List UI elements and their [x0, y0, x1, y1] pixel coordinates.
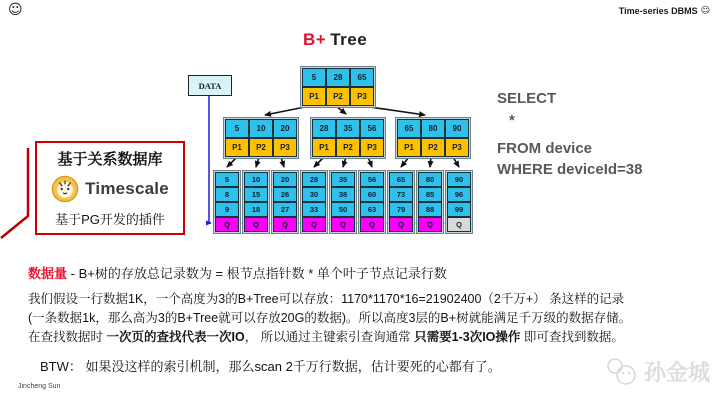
leaf-value-cell: 5	[215, 172, 239, 187]
leaf-value-cell: 80	[418, 172, 442, 187]
leaf-node-2	[271, 170, 299, 234]
leaf-node-7	[416, 170, 444, 234]
tree-pointer-cell: P3	[445, 138, 469, 157]
timescale-box-title: 基于关系数据库	[57, 151, 163, 168]
title-red-part: B+	[303, 30, 327, 49]
tree-pointer-cell: P2	[336, 138, 360, 157]
tree-pointer-cell: P2	[326, 87, 350, 106]
leaf-value-cell: 60	[360, 187, 384, 202]
smiley-icon: ☺	[8, 2, 23, 18]
tree-pointer-cell: P1	[302, 87, 326, 106]
leaf-queue-cell: Q	[244, 217, 268, 232]
tree-key-cell: 28	[312, 119, 336, 138]
red-leader-line	[1, 148, 28, 238]
tiger-logo-icon	[51, 175, 79, 203]
leaf-node-1	[242, 170, 270, 234]
leaf-value-cell: 88	[418, 202, 442, 217]
tree-pointer-cell: P1	[397, 138, 421, 157]
leaf-value-cell: 85	[418, 187, 442, 202]
title-black-part: Tree	[330, 30, 368, 49]
paragraph-line-1: 我们假设一行数据1K，一个高度为3的B+Tree可以存放：1170*1170*16=21902400（2千万+） 条这样的记录	[28, 292, 625, 306]
tree-key-cell: 56	[360, 119, 384, 138]
paragraph-line-3	[28, 328, 700, 347]
watermark	[604, 356, 710, 387]
timescale-brand-label: Timescale	[85, 179, 169, 198]
sql-line-select: SELECT	[497, 90, 557, 107]
tree-pointer-cell: P2	[249, 138, 273, 157]
tree-pointer-cell: P1	[312, 138, 336, 157]
leaf-value-cell: 26	[273, 187, 297, 202]
line3-part3: 即可查找到数据。	[520, 330, 624, 344]
tree-pointer-cell: P3	[350, 87, 374, 106]
leaf-value-cell: 79	[389, 202, 413, 217]
timescale-brand-row	[51, 175, 169, 203]
leaf-value-cell: 63	[360, 202, 384, 217]
tree-key-cell: 65	[350, 68, 374, 87]
leaf-value-cell: 56	[360, 172, 384, 187]
internal-node-1	[310, 117, 386, 159]
leaf-node-4	[329, 170, 357, 234]
leaf-value-cell: 73	[389, 187, 413, 202]
data-volume-text: - B+树的存放总记录数为 = 根节点指针数 * 单个叶子节点记录行数	[67, 266, 447, 281]
leaf-queue-cell: Q	[331, 217, 355, 232]
smiley-icon-small: ☺	[700, 6, 710, 16]
leaf-queue-cell: Q	[215, 217, 239, 232]
watermark-avatar-icon	[604, 357, 640, 387]
line3-bold2: 只需要1-3次IO操作	[414, 330, 521, 344]
tree-key-cell: 90	[445, 119, 469, 138]
tree-key-cell: 80	[421, 119, 445, 138]
tree-pointer-cell: P2	[421, 138, 445, 157]
line3-part1: 在查找数据时	[28, 330, 107, 344]
leaf-value-cell: 28	[302, 172, 326, 187]
tree-key-cell: 5	[225, 119, 249, 138]
leaf-value-cell: 33	[302, 202, 326, 217]
tree-pointer-cell: P1	[225, 138, 249, 157]
tree-key-cell: 65	[397, 119, 421, 138]
leaf-value-cell: 18	[244, 202, 268, 217]
sql-line-where: WHERE deviceId=38	[497, 161, 643, 178]
leaf-value-cell: 8	[215, 187, 239, 202]
leaf-value-cell: 90	[447, 172, 471, 187]
leaf-value-cell: 15	[244, 187, 268, 202]
leaf-value-cell: 96	[447, 187, 471, 202]
leaf-value-cell: 30	[302, 187, 326, 202]
data-box: DATA	[188, 75, 232, 96]
author-credit: Jincheng Sun	[18, 383, 61, 390]
line3-bold1: 一次页的查找代表一次IO	[106, 330, 245, 344]
leaf-node-5	[358, 170, 386, 234]
sql-line-from: FROM device	[497, 140, 593, 157]
leaf-value-cell: 50	[331, 202, 355, 217]
leaf-node-0	[213, 170, 241, 234]
leaf-value-cell: 99	[447, 202, 471, 217]
internal-node-0	[223, 117, 299, 159]
tree-key-cell: 20	[273, 119, 297, 138]
explanation-paragraph	[28, 290, 700, 347]
header-right	[619, 6, 710, 16]
paragraph-line-2: (一条数据1k，那么高为3的B+Tree就可以存放20G的数据)。所以高度3层的B+树就能满足千万级的数据存储。	[28, 311, 632, 325]
leaf-value-cell: 9	[215, 202, 239, 217]
btw-line: BTW： 如果没这样的索引机制，那么scan 2千万行数据，估计要死的心都有了。	[40, 359, 501, 374]
timescale-box	[35, 141, 185, 235]
leaf-queue-cell: Q	[302, 217, 326, 232]
timescale-box-subtitle: 基于PG开发的插件	[55, 212, 165, 227]
header-right-label: Time-series DBMS	[618, 6, 698, 16]
tree-key-cell: 28	[326, 68, 350, 87]
page-title	[303, 30, 367, 50]
leaf-value-cell: 38	[331, 187, 355, 202]
leaf-value-cell: 10	[244, 172, 268, 187]
data-volume-label: 数据量	[28, 266, 68, 281]
leaf-queue-cell: Q	[360, 217, 384, 232]
leaf-node-3	[300, 170, 328, 234]
tree-pointer-cell: P3	[273, 138, 297, 157]
leaf-queue-cell: Q	[418, 217, 442, 232]
leaf-node-6	[387, 170, 415, 234]
leaf-node-8	[445, 170, 473, 234]
sql-line-star: *	[509, 112, 515, 129]
leaf-queue-cell: Q	[389, 217, 413, 232]
tree-key-cell: 35	[336, 119, 360, 138]
leaf-value-cell: 20	[273, 172, 297, 187]
leaf-queue-cell: Q	[447, 217, 471, 232]
leaf-value-cell: 35	[331, 172, 355, 187]
internal-node-2	[395, 117, 471, 159]
leaf-queue-cell: Q	[273, 217, 297, 232]
watermark-name: 孙金城	[643, 360, 710, 385]
leaf-value-cell: 65	[389, 172, 413, 187]
line3-part2: ， 所以通过主键索引查询通常	[244, 330, 415, 344]
leaf-value-cell: 27	[273, 202, 297, 217]
tree-key-cell: 10	[249, 119, 273, 138]
tree-pointer-cell: P3	[360, 138, 384, 157]
tree-key-cell: 5	[302, 68, 326, 87]
root-node	[300, 66, 376, 108]
data-volume-line	[28, 263, 447, 282]
sql-query	[497, 88, 642, 180]
